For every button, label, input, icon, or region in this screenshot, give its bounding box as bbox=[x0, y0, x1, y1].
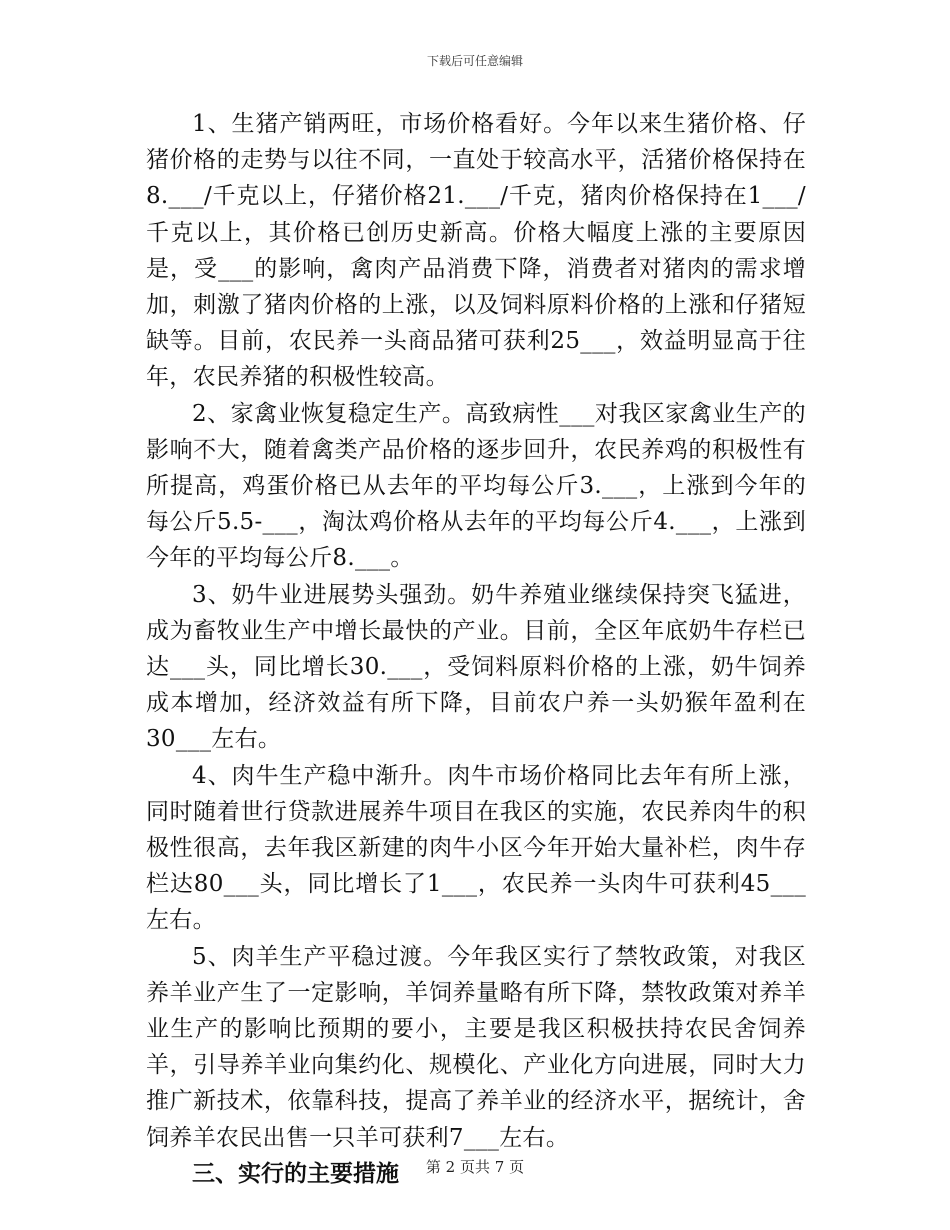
document-body bbox=[146, 106, 806, 1192]
page-number-footer: 第 2 页共 7 页 bbox=[425, 1158, 525, 1176]
section-heading: 三、实行的主要措施 bbox=[192, 1160, 399, 1187]
paragraph-beef-cattle: 4、肉牛生产稳中渐升。肉牛市场价格同比去年有所上涨，同时随着世行贷款进展养牛项目在我区的实施，农民养肉牛的积极性很高，去年我区新建的肉牛小区今年开始大量补栏，肉牛存栏达80___头，同比增长了1___，农民养一头肉牛可获利45___左右。 bbox=[146, 762, 806, 934]
paragraph-poultry-production: 2、家禽业恢复稳定生产。高致病性___对我区家禽业生产的影响不大，随着禽类产品价格的逐步回升，农民养鸡的积极性有所提高，鸡蛋价格已从去年的平均每公斤3.___，上涨到今年的每公斤5.5-___，淘汰鸡价格从去年的平均每公斤4.___，上涨到今年的平均每公斤8.___。 bbox=[146, 400, 806, 572]
paragraph-dairy-cattle: 3、奶牛业进展势头强劲。奶牛养殖业继续保持突飞猛进，成为畜牧业生产中增长最快的产业。目前，全区年底奶牛存栏已达___头，同比增长30.___，受饲料原料价格的上涨，奶牛饲养成本增加，经济效益有所下降，目前农户养一头奶猴年盈利在30___左右。 bbox=[146, 581, 806, 753]
page-header: 下载后可任意编辑 bbox=[426, 54, 523, 68]
paragraph-hog-production: 1、生猪产销两旺，市场价格看好。今年以来生猪价格、仔猪价格的走势与以往不同，一直处于较高水平，活猪价格保持在8.___/千克以上，仔猪价格21.___/千克，猪肉价格保持在1___/千克以上，其价格已创历史新高。价格大幅度上涨的主要原因是，受___的影响，禽肉产品消费下降，消费者对猪肉的需求增加，刺激了猪肉价格的上涨，以及饲料原料价格的上涨和仔猪短缺等。目前，农民养一头商品猪可获利25___，效益明显高于往年，农民养猪的积极性较高。 bbox=[146, 111, 806, 391]
paragraph-sheep-production: 5、肉羊生产平稳过渡。今年我区实行了禁牧政策，对我区养羊业产生了一定影响，羊饲养量略有所下降，禁牧政策对养羊业生产的影响比预期的要小，主要是我区积极扶持农民舍饲养羊，引导养羊业向集约化、规模化、产业化方向进展，同时大力推广新技术，依靠科技，提高了养羊业的经济水平，据统计，舍饲养羊农民出售一只羊可获利7___左右。 bbox=[146, 943, 806, 1151]
